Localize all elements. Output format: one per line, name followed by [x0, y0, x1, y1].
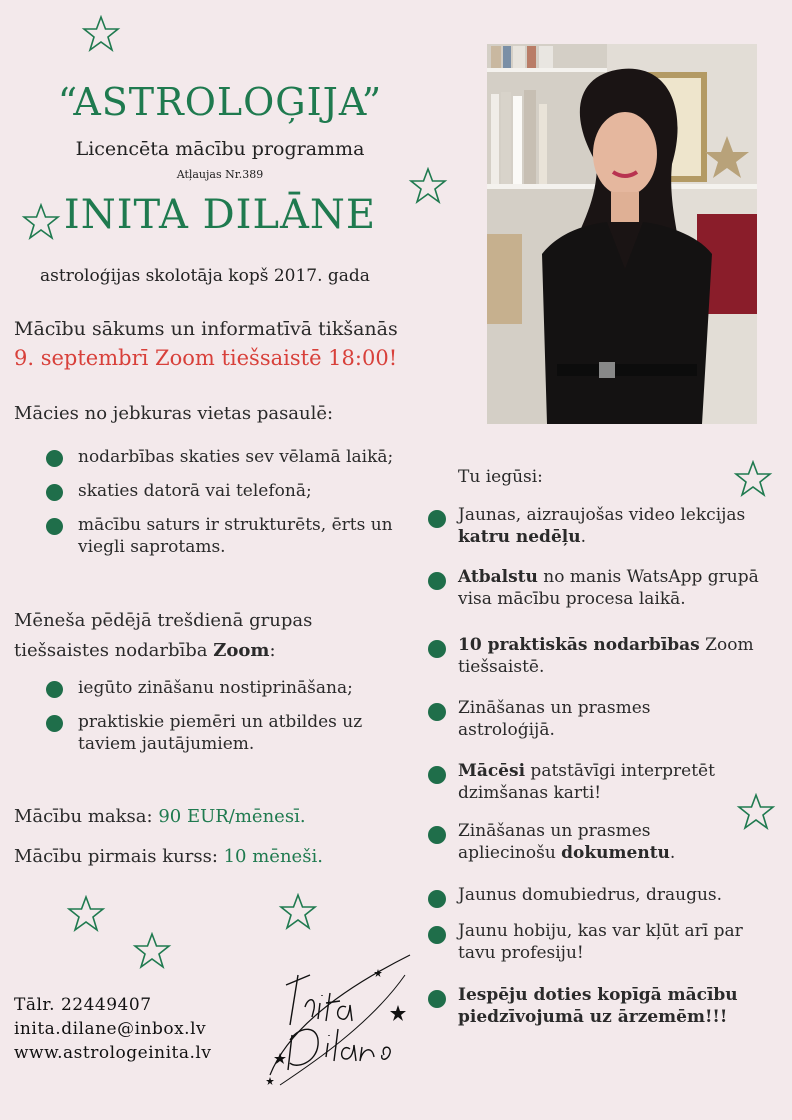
contact-phone: Tālr. 22449407: [14, 995, 152, 1015]
contact-email[interactable]: inita.dilane@inbox.lv: [14, 1019, 207, 1039]
bullet-dot-icon: [428, 510, 446, 528]
list-item: Jaunu hobiju, kas var kļūt arī par tavu profesiju!: [428, 920, 758, 964]
bullet-dot-icon: [428, 926, 446, 944]
list-item: Jaunus domubiedrus, draugus.: [428, 884, 788, 906]
teacher-photo: [487, 44, 757, 424]
contact-website[interactable]: www.astrologeinita.lv: [14, 1043, 212, 1063]
bullet-dot-icon: [428, 572, 446, 590]
bullet-dot-icon: [428, 890, 446, 908]
list-item: praktiskie piemēri un atbildes uz taviem jautājumiem.: [46, 711, 406, 755]
course-length-line: Mācību pirmais kurss: 10 mēneši.: [14, 846, 323, 867]
program-title: “ASTROLOĢIJA”: [57, 80, 383, 124]
signature-logo: [250, 945, 420, 1095]
start-info: Mācību sākums un informatīvā tikšanās: [14, 318, 398, 340]
star-icon: [278, 893, 318, 931]
monthly-heading: Mēneša pēdējā trešdienā grupas tiešsaistes nodarbība Zoom:: [14, 610, 313, 661]
star-icon: [81, 15, 121, 53]
benefits-heading: Tu iegūsi:: [458, 467, 543, 487]
learn-anywhere-list: [46, 446, 406, 570]
bullet-dot-icon: [46, 715, 63, 732]
price-line: Mācību maksa: 90 EUR/mēnesī.: [14, 806, 306, 827]
bullet-dot-icon: [46, 681, 63, 698]
list-item: skaties datorā vai telefonā;: [46, 480, 406, 502]
learn-anywhere-heading: Mācies no jebkuras vietas pasaulē:: [14, 403, 334, 424]
list-item: Mācēsi patstāvīgi interpretēt dzimšanas karti!: [428, 760, 748, 804]
list-item: nodarbības skaties sev vēlamā laikā;: [46, 446, 406, 468]
star-icon: [408, 167, 448, 205]
bullet-dot-icon: [46, 450, 63, 467]
star-icon: [733, 460, 773, 498]
star-icon: [132, 932, 172, 970]
bullet-dot-icon: [428, 766, 446, 784]
bullet-dot-icon: [428, 990, 446, 1008]
permit-number: Atļaujas Nr.389: [176, 168, 264, 181]
list-item: Zināšanas un prasmes astroloģijā.: [428, 697, 698, 741]
program-subtitle: Licencēta mācību programma: [75, 138, 365, 160]
list-item: mācību saturs ir strukturēts, ērts un viegli saprotams.: [46, 514, 406, 558]
teacher-name: INITA DILĀNE: [63, 192, 377, 238]
bullet-dot-icon: [428, 703, 446, 721]
bullet-dot-icon: [428, 640, 446, 658]
list-item: iegūto zināšanu nostiprināšana;: [46, 677, 406, 699]
list-item: Zināšanas un prasmes apliecinošu dokumentu.: [428, 820, 728, 864]
list-item: Jaunas, aizraujošas video lekcijas katru nedēļu.: [428, 504, 788, 548]
start-date: 9. septembrī Zoom tiešsaistē 18:00!: [14, 346, 398, 370]
bullet-dot-icon: [46, 518, 63, 535]
list-item: Iespēju doties kopīgā mācību piedzīvojumā uz ārzemēm!!!: [428, 984, 778, 1028]
bullet-dot-icon: [46, 484, 63, 501]
star-icon: [66, 895, 106, 933]
list-item: Atbalstu no manis WatsApp grupā visa mācību procesa laikā.: [428, 566, 788, 610]
teacher-since: astroloģijas skolotāja kopš 2017. gada: [40, 266, 370, 286]
monthly-list: [46, 677, 406, 767]
bullet-dot-icon: [428, 826, 446, 844]
list-item: 10 praktiskās nodarbības Zoom tiešsaistē.: [428, 634, 788, 678]
